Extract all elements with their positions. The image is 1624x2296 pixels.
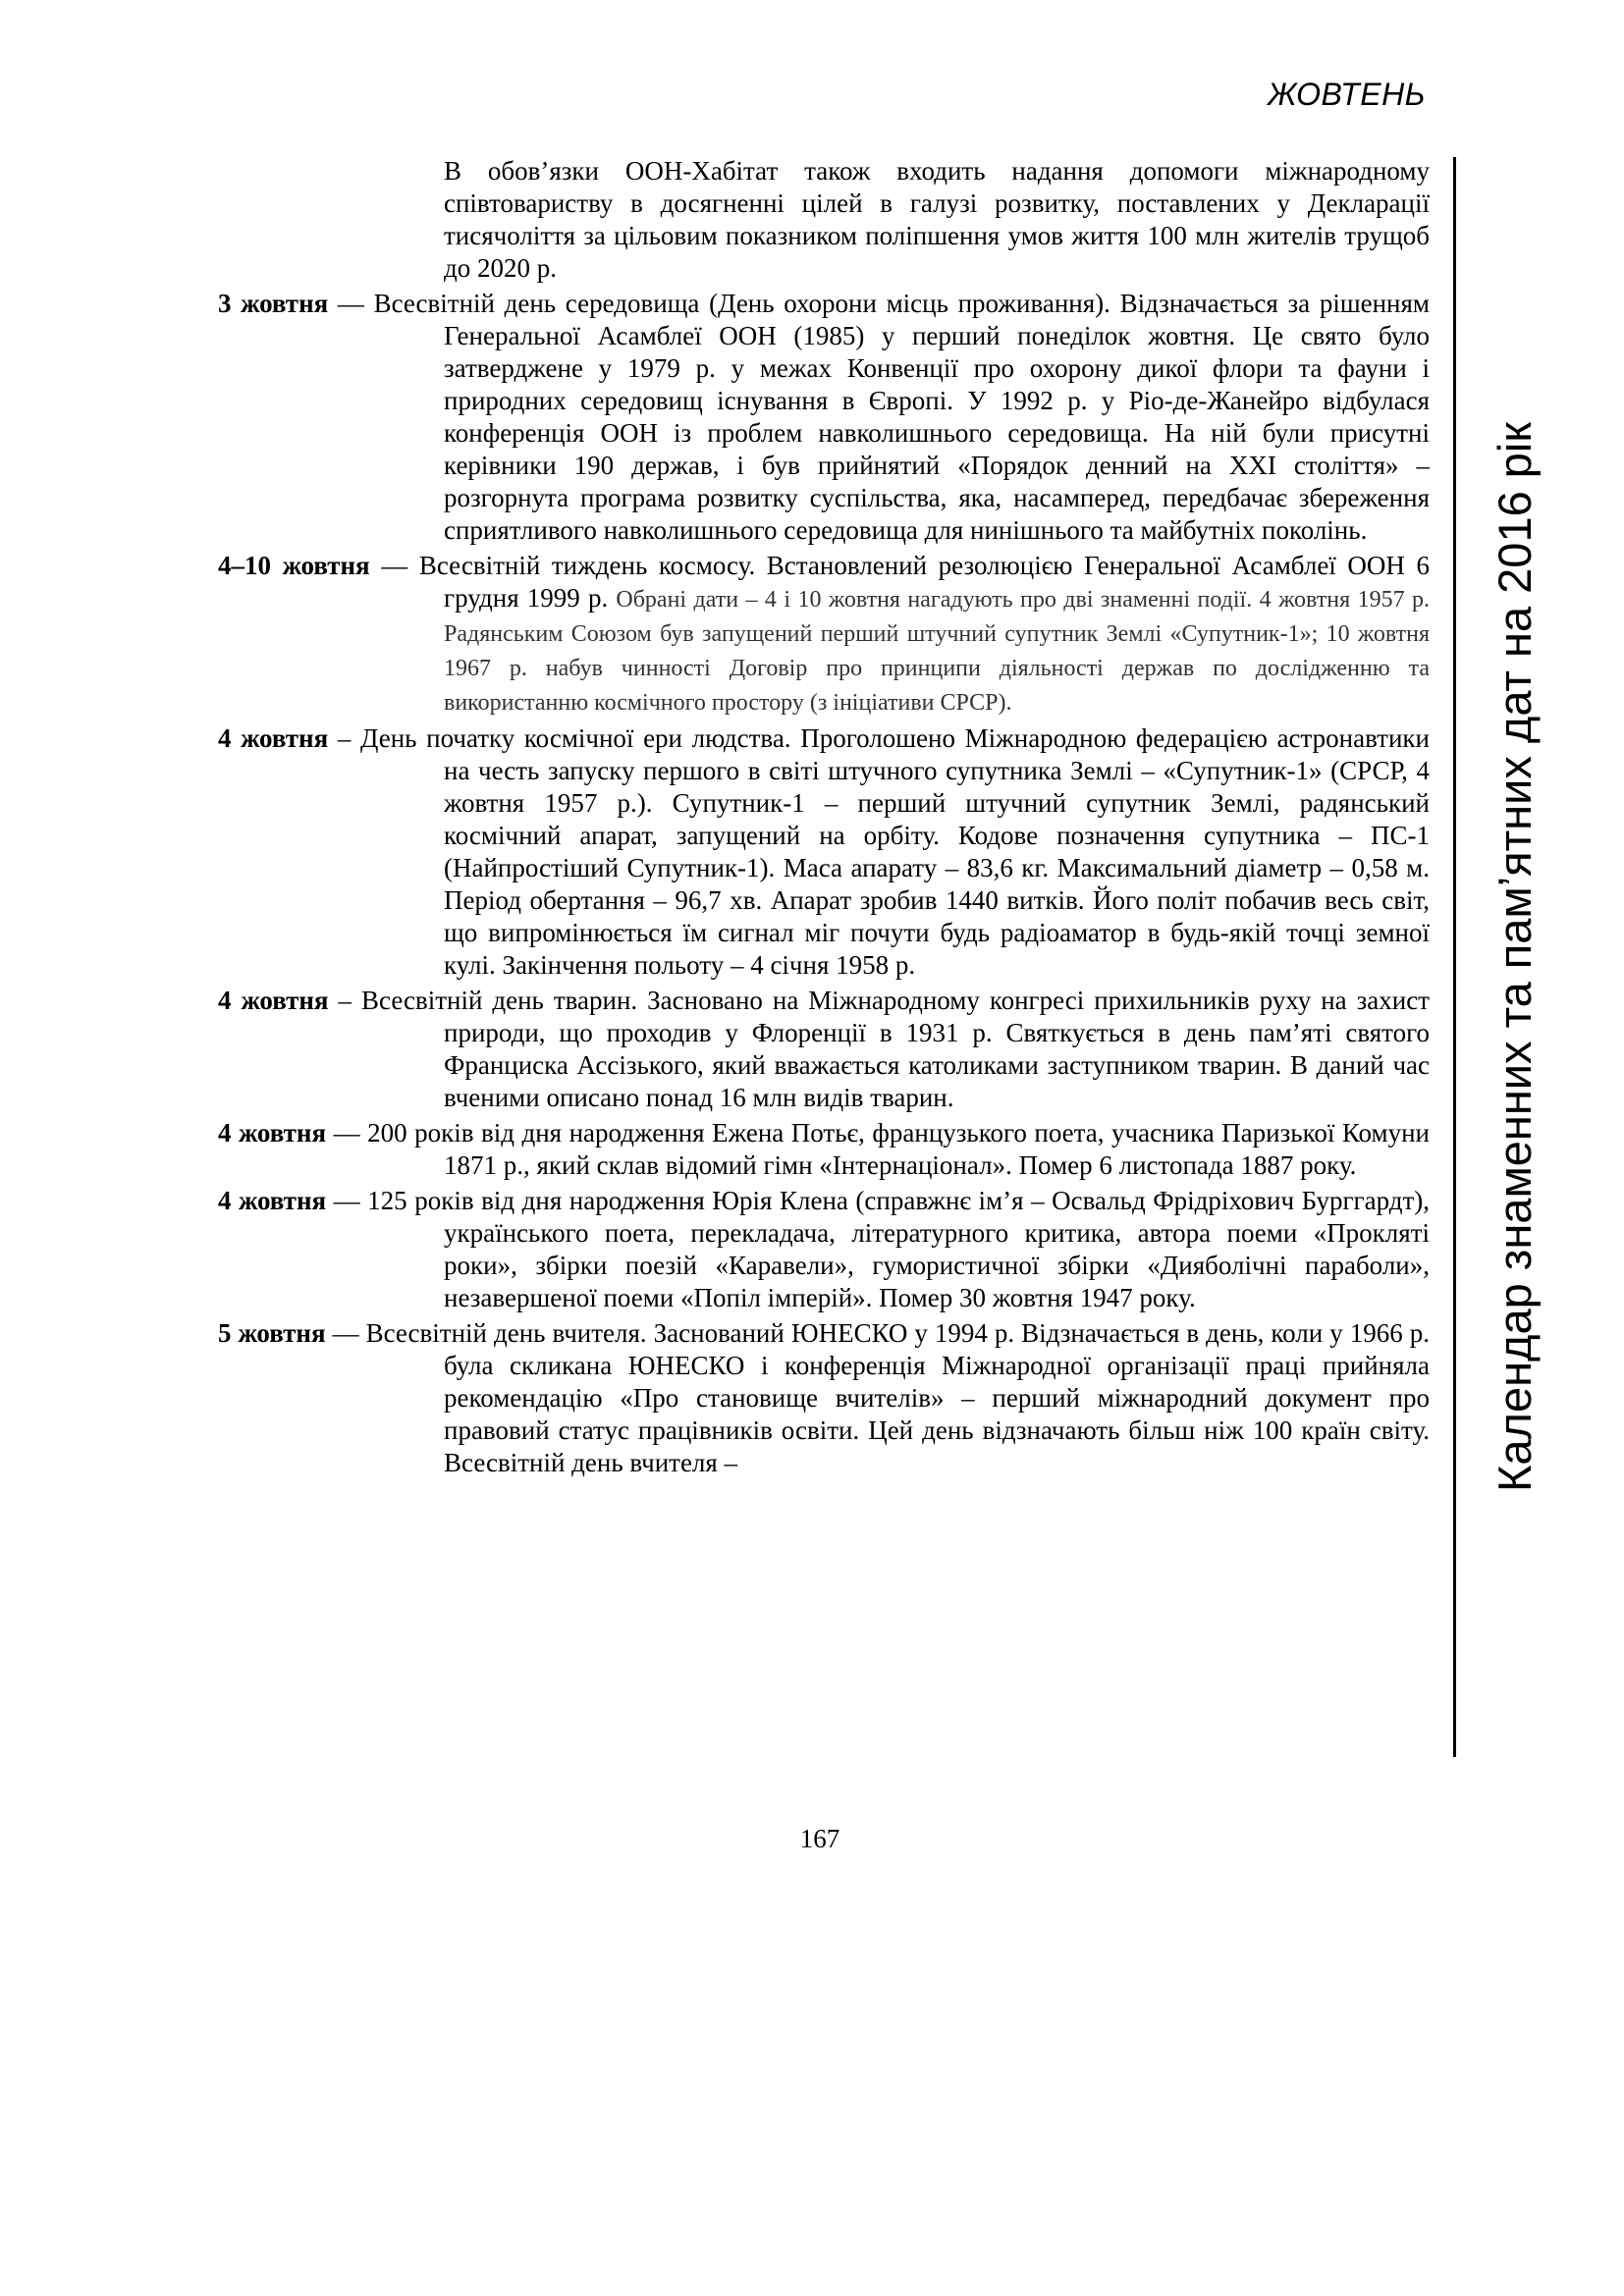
running-header: ЖОВТЕНЬ — [1267, 77, 1426, 112]
entry-date: 4 жовтня — [218, 723, 329, 753]
calendar-entry — [218, 985, 1430, 1114]
entry-text: — Всесвітній тиждень космосу. Встановлений резолюцією Генеральної Асамблеї ООН 6 грудня 1999 р. — [369, 551, 1430, 613]
page-number: 167 — [799, 1824, 840, 1853]
entry-date: 4–10 жовтня — [218, 551, 370, 580]
page-body — [218, 155, 1430, 1479]
side-book-title: Календар знаменних та пам’ятних дат на 2016 рік — [1489, 422, 1541, 1492]
calendar-entry — [218, 288, 1430, 547]
calendar-entry — [218, 722, 1430, 982]
entry-date: 3 жовтня — [218, 289, 329, 318]
entry-text: – День початку космічної ери людства. Проголошено Міжнародною федерацією астронавтики на честь запуску першого в світі штучного супутника Землі – «Супутник-1» (СРСР, 4 жовтня 1957 р.). Супутник-1 – перший штучний супутник Землі, радянський космічний апарат, запущений на орбіту. Кодове позначення супутника – ПС-1 (Найпростіший Супутник-1). Маса апарату – 83,6 кг. Максимальний діаметр – 0,58 м. Період обертання – 96,7 хв. Апарат зробив 1440 витків. Його політ побачив весь світ, що випромінюється їм сигнал міг почути будь радіоаматор в будь-якій точці земної кулі. Закінчення польоту – 4 січня 1958 р. — [328, 723, 1430, 980]
entry-note-small: Обрані дати – 4 і 10 жовтня нагадують про дві знаменні події. 4 жовтня 1957 р. Радянським Союзом був запущений перший штучний супутник Землі «Супутник-1»; 10 жовтня 1967 р. набув чинності Договір про принципи діяльності держав по дослідженню та використанню космічного простору (з ініціативи СРСР). — [444, 587, 1430, 716]
calendar-entry — [218, 1117, 1430, 1182]
entry-text: — Всесвітній день середовища (День охорони місць проживання). Відзначається за рішенням Генеральної Асамблеї ООН (1985) у перший понеділок жовтня. Це свято було затверджене у 1979 р. у межах Конвенції про охорону дикої флори та фауни і природних середовищ існування в Європі. У 1992 р. у Ріо-де-Жанейро відбулася конференція ООН із проблем навколишнього середовища. На ній були присутні керівники 190 держав, і був прийнятий «Порядок денний на XXI століття» – розгорнута програма розвитку суспільства, яка, насамперед, передбачає збереження сприятливого навколишнього середовища для нинішнього та майбутніх поколінь. — [328, 289, 1430, 545]
entry-text: — Всесвітній день вчителя. Заснований ЮНЕСКО у 1994 р. Відзначається в день, коли у 1966 р. була скликана ЮНЕСКО і конференція Міжнародної організації праці прийняла рекомендацію «Про становище вчителів» – перший міжнародний документ про правовий статус працівників освіти. Цей день відзначають більш ніж 100 країн світу. Всесвітній день вчителя – — [325, 1318, 1430, 1477]
entry-text: — 200 років від дня народження Ежена Потьє, французького поета, учасника Паризької Комуни 1871 р., який склав відомий гімн «Інтернаціонал». Помер 6 листопада 1887 року. — [326, 1118, 1430, 1180]
calendar-entry — [218, 1185, 1430, 1314]
entry-text: – Всесвітній день тварин. Засновано на Міжнародному конгресі прихильників руху на захист природи, що проходив у Флоренції в 1931 р. Святкується в день пам’яті святого Франциска Ассізького, який вважається католиками заступником тварин. В даний час вченими описано понад 16 млн видів тварин. — [328, 986, 1430, 1112]
calendar-entry — [218, 1317, 1430, 1479]
intro-continuation-paragraph: В обов’язки ООН-Хабітат також входить надання допомоги міжнародному співтовариству в досягненні цілей в галузі розвитку, поставлених у Декларації тисячоліття за цільовим показником поліпшення умов життя 100 млн жителів трущоб до 2020 р. — [444, 156, 1430, 283]
entry-date: 4 жовтня — [218, 1186, 327, 1215]
side-vertical-rule — [1453, 157, 1456, 1757]
entry-text: — 125 років від дня народження Юрія Клена (справжнє ім’я – Освальд Фрідріхович Бурггардт), українського поета, перекладача, літературного критика, автора поеми «Прокляті роки», збірки поезій «Каравели», гумористичної збірки «Дияболічні параболи», незавершеної поеми «Попіл імперій». Помер 30 жовтня 1947 року. — [326, 1186, 1430, 1312]
entry-date: 4 жовтня — [218, 1118, 327, 1148]
calendar-entry — [218, 550, 1430, 720]
entry-date: 5 жовтня — [218, 1318, 326, 1348]
entry-date: 4 жовтня — [218, 986, 329, 1015]
